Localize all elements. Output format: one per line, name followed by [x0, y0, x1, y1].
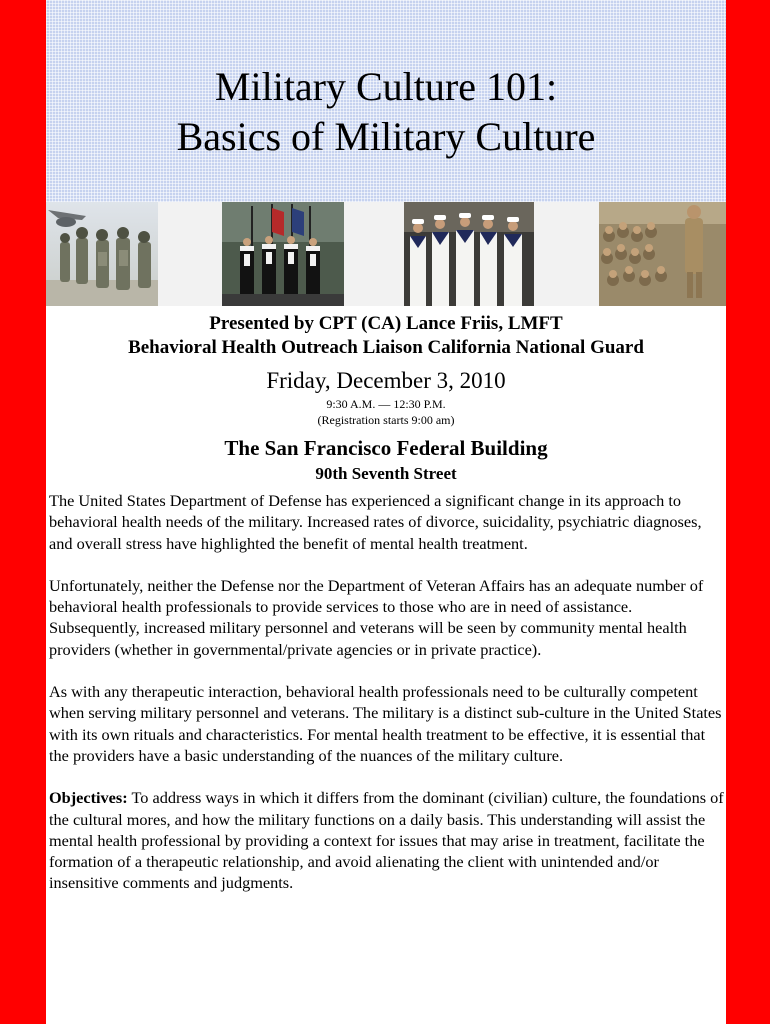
title-line-2: Basics of Military Culture	[176, 114, 596, 159]
objectives-text: To address ways in which it differs from the dominant (civilian) culture, the foundations of the cultural mores, and how the military functions on a daily basis. This understanding will assist the mental health professional by providing a context for issues that may arise in treatment, facilitate the formation of a therapeutic relationship, and avoid alienating the client with unintended and/or insensitive comments and judgments.	[49, 788, 724, 893]
registration-note: (Registration starts 9:00 am)	[317, 413, 455, 427]
event-date: Friday, December 3, 2010	[266, 368, 506, 393]
event-address: 90th Seventh Street	[315, 464, 457, 483]
paragraph-objectives	[49, 787, 727, 893]
title-banner	[46, 0, 726, 202]
title-line-1: Military Culture 101:	[214, 64, 558, 109]
presenter-affiliation: Behavioral Health Outreach Liaison California National Guard	[128, 337, 644, 358]
photo-troops-briefing	[599, 202, 726, 306]
presenter: Presented by CPT (CA) Lance Friis, LMFT	[209, 313, 563, 334]
photo-soldiers-camouflage	[46, 202, 158, 306]
photo-color-guard	[222, 202, 344, 306]
flyer-sheet	[46, 0, 726, 1024]
photo-sailors	[404, 202, 534, 306]
event-venue: The San Francisco Federal Building	[224, 436, 548, 460]
event-info	[46, 312, 726, 486]
paragraph-competence: As with any therapeutic interaction, behavioral health professionals need to be culturally competent when serving military personnel and veterans. The military is a distinct sub-culture in the United States with its own rituals and characteristics. For mental health treatment to be effective, it is essential that the providers have a basic understanding of the nuances of the military culture.	[49, 682, 722, 765]
body-text	[49, 490, 727, 915]
event-time: 9:30 A.M. — 12:30 P.M.	[326, 397, 446, 411]
paragraph-intro: The United States Department of Defense has experienced a significant change in its approach to behavioral health needs of the military. Increased rates of divorce, suicidality, psychiatric diagnoses, and overall stress have highlighted the benefit of mental health treatment.	[49, 491, 702, 553]
page-title	[46, 62, 726, 162]
objectives-label: Objectives:	[49, 788, 128, 808]
photo-strip	[46, 202, 726, 306]
paragraph-need: Unfortunately, neither the Defense nor the Department of Veteran Affairs has an adequate number of behavioral health professionals to provide services to those who are in need of assistance. Subsequently, increased military personnel and veterans will be seen by community mental health providers (whether in governmental/private agencies or in private practice).	[49, 575, 704, 659]
